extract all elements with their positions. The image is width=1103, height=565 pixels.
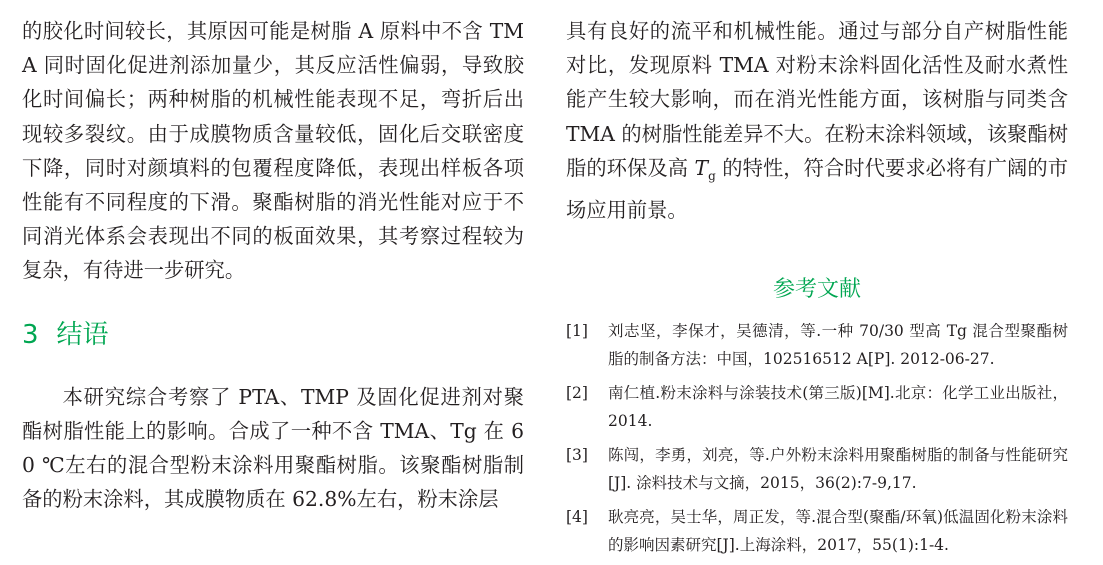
reference-item: [566, 317, 1068, 373]
discussion-paragraph: 的胶化时间较长，其原因可能是树脂 A 原料中不含 TMA 同时固化促进剂添加量少，其反应活性偏弱，导致胶化时间偏长；两种树脂的机械性能表现不足，弯折后出现较多裂纹。由于成膜物质含量较低，固化后交联密度下降，同时对颜填料的包覆程度降低，表现出样板各项性能有不同程度的下滑。聚酯树脂的消光性能对应于不同消光体系会表现出不同的板面效果，其考察过程较为复杂，有待进一步研究。: [22, 19, 524, 283]
reference-text: 陈闯，李勇，刘亮，等.户外粉末涂料用聚酯树脂的制备与性能研究[J]. 涂料技术与文摘，2015，36(2):7-9,17.: [608, 446, 1068, 493]
tg-subscript: g: [708, 168, 716, 183]
section-heading: [22, 310, 524, 360]
conclusion-paragraph: 本研究综合考察了 PTA、TMP 及固化促进剂对聚酯树脂性能上的影响。合成了一种不含 TMA、Tg 在 60 ℃左右的混合型粉末涂料用聚酯树脂。该聚酯树脂制备的粉末涂料，其成膜物质在 62.8%左右，粉末涂层: [22, 384, 524, 512]
reference-text: 南仁植.粉末涂料与涂装技术(第三版)[M].北京：化学工业出版社，2014.: [608, 384, 1068, 431]
reference-index: [3]: [566, 446, 588, 465]
conclusion-text-part-1: 具有良好的流平和机械性能。通过与部分自产树脂性能对比，发现原料 TMA 对粉末涂料固化活性及耐水煮性能产生较大影响，而在消光性能方面，该树脂与同类含 TMA 的树脂性能差异不大。在粉末涂料领域，该聚酯树脂的环保及高: [566, 19, 1075, 180]
references-heading: 参考文献: [772, 277, 861, 303]
reference-index: [2]: [566, 384, 588, 403]
conclusion-text-part-2: 的特性，符合时代要求必将有广阔的市场应用前景。: [566, 155, 1068, 223]
left-column: [22, 14, 524, 516]
reference-index: [4]: [566, 508, 588, 527]
reference-item: [566, 441, 1068, 497]
tg-variable: T: [694, 155, 709, 180]
reference-text: 刘志坚，李保才，吴德清，等.一种 70/30 型高 Tg 混合型聚酯树脂的制备方法：中国，102516512 A[P]. 2012-06-27.: [608, 322, 1068, 369]
section-title: 结语: [56, 319, 109, 350]
section-number: 3: [22, 319, 39, 350]
reference-index: [1]: [566, 322, 588, 341]
right-column: [566, 14, 1075, 565]
reference-item: [566, 379, 1068, 435]
reference-text: 耿亮亮，吴士华，周正发，等.混合型(聚酯/环氧)低温固化粉末涂料的影响因素研究[J].上海涂料，2017，55(1):1-4.: [608, 508, 1068, 555]
conclusion-continued-paragraph: [566, 14, 1075, 227]
